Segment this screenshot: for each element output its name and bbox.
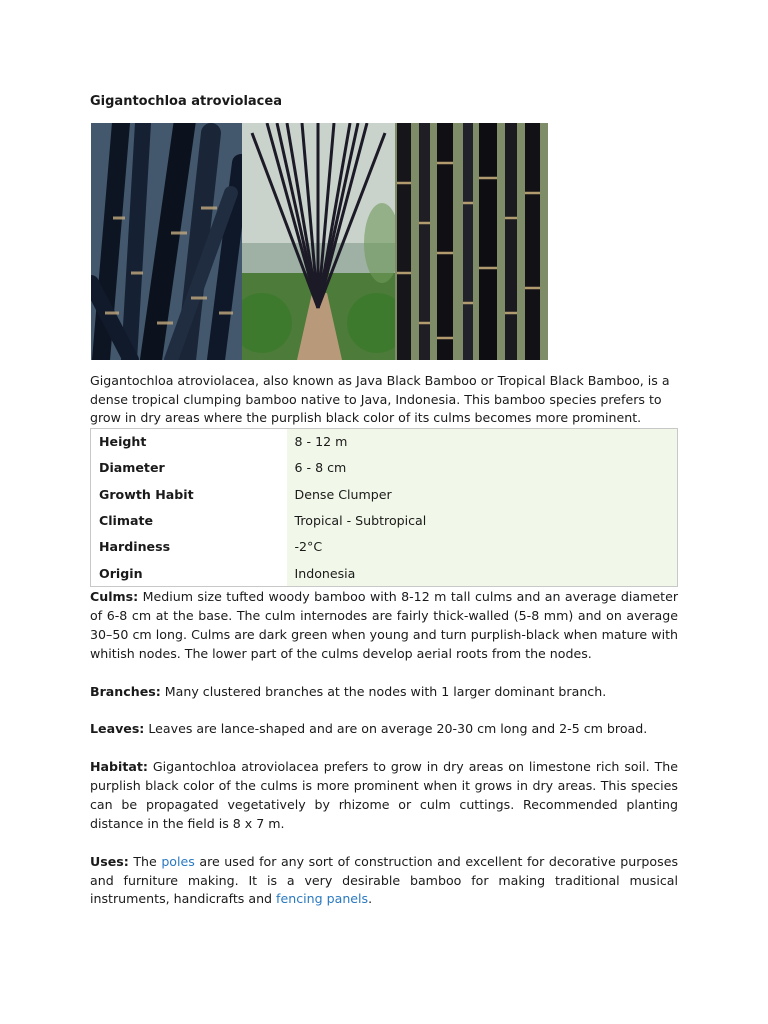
section-heading: Uses: [90,853,129,869]
body-text [90,588,678,928]
section-text: Gigantochloa atroviolacea prefers to grow in dry areas on limestone rich soil. The purplish black color of the culms is more prominent when it grows in dry areas. This species can be propagated vegetatively by rhizome or culm cuttings. Recommended planting distance in the field is 8 x 7 m. [90,759,678,831]
branches-paragraph [90,683,678,702]
table-row [91,429,678,455]
bamboo-clump-path-photo [242,123,395,360]
uses-paragraph [90,853,678,910]
bamboo-closeup-photo [91,123,242,360]
spec-value: Indonesia [287,560,678,586]
section-text: are used for any sort of construction and excellent for decorative purposes and furniture making. It is a very desirable bamboo for making traditional musical instruments, handicrafts and [90,853,678,907]
section-text: The [128,853,162,869]
poles-link[interactable]: poles [161,853,195,869]
section-heading: Leaves: [90,721,145,737]
fencing-panels-link[interactable]: fencing panels [276,891,369,907]
table-row [91,481,678,507]
table-row [91,534,678,560]
spec-value: 6 - 8 cm [287,455,678,481]
spec-label: Hardiness [91,534,287,560]
spec-label: Diameter [91,455,287,481]
table-row [91,507,678,533]
specs-table [90,428,678,587]
section-heading: Culms: [90,589,139,604]
spec-value: Tropical - Subtropical [287,507,678,533]
table-row [91,560,678,586]
spec-label: Origin [91,560,287,586]
habitat-paragraph [90,758,678,834]
spec-value: 8 - 12 m [287,429,678,455]
spec-value: Dense Clumper [287,481,678,507]
spec-value: -2°C [287,534,678,560]
page-title: Gigantochloa atroviolacea [90,94,282,109]
spec-label: Growth Habit [91,481,287,507]
section-text: Many clustered branches at the nodes with 1 larger dominant branch. [160,683,607,699]
leaves-paragraph [90,720,678,739]
table-row [91,455,678,481]
photo-strip [91,123,548,360]
bamboo-grove-photo [395,123,548,360]
section-heading: Branches: [90,683,161,699]
culms-paragraph [90,588,678,664]
section-text: . [368,891,373,907]
section-text: Medium size tufted woody bamboo with 8-12 m tall culms and an average diameter of 6-8 cm at the base. The culm internodes are fairly thick-walled (5-8 mm) and on average 30–50 cm long. Culms are dark green when young and turn purplish-black when mature with whitish nodes. The lower part of the culms develop aerial roots from the nodes. [90,589,678,661]
section-text: Leaves are lance-shaped and are on average 20-30 cm long and 2-5 cm broad. [144,721,648,737]
section-heading: Habitat: [90,759,148,775]
spec-label: Height [91,429,287,455]
spec-label: Climate [91,507,287,533]
intro-paragraph: Gigantochloa atroviolacea, also known as Java Black Bamboo or Tropical Black Bamboo, is a dense tropical clumping bamboo native to Java, Indonesia. This bamboo species prefers to grow in dry areas where the purplish black color of its culms becomes more prominent. [90,373,670,426]
